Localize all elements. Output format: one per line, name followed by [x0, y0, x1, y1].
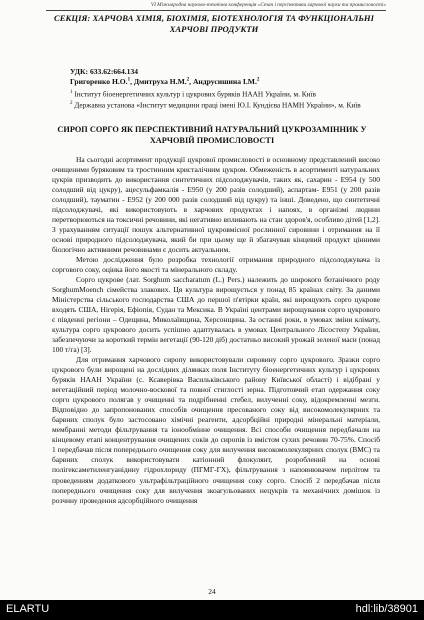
page-number: 24 [208, 587, 216, 596]
author-separator: , [130, 77, 134, 86]
article-body [52, 155, 380, 506]
author-3: Андрусишина І.М. [192, 77, 257, 86]
udc-code: УДК: 633.62:664.134 [70, 67, 139, 76]
handle-link[interactable]: hdl:lib/38901 [355, 603, 418, 615]
author-1: Григоренко Н.О. [70, 77, 128, 86]
affiliations [70, 88, 390, 110]
author-2: Дмитруха Н.М. [133, 77, 187, 86]
paragraph: Для отримання харчового сиропу використовували сировину сорго цукрового. Зразки сорго цукрового були вирощені на дослідних ділянках поля Інституту біоенергетичних культур і цукрових буряків НААН України (с. Ксаверівка Васильківського району Київської області) і відібрані у вегетаційний період молочно-воскової та повної стиглості зерна. Підготовчий етап одержання соку сорго цукрового полягав у очищенні та подрібненні стебел, вилученні соку, відокремленні мезги. Відповідно до запропонованих способів очищення пресованого соку від високомолекулярних та барвних сполук було застосовано хімічні реагенти, адсорбційні природні мінеральні матеріали, мембранні методи фільтрування та іонообмінне очищення. Всі способи очищення передбачали на кінцевому етапі концентрування очищених соків до сиропів із вмістом сухих речовин 70-75%. Спосіб 1 передбачав після попереднього очищення соку для вилучення високомолекулярних сполук (ВМС) та барвних сполук використовувати катіонний флокулянт, розроблений на основі полігексаметиленгуанідину гідрохлориду (ПГМГ-ГХ), фільтрування з наповнювачем перлітом та проведенням додаткового ультрафільтраційного очищення соку сорго. Спосіб 2 передбачав після попереднього очищення соку для вилучення зкоагульованих нецукрів та механічних домішок із розчину проведення адсорбційного очищення [52, 355, 380, 505]
repository-footer-bar [0, 600, 424, 620]
author-3-sup: 2 [256, 77, 260, 83]
section-heading: СЕКЦІЯ: ХАРЧОВА ХІМІЯ, БІОХІМІЯ, БІОТЕХНОЛОГІЯ ТА ФУНКЦІОНАЛЬНІ ХАРЧОВІ ПРОДУКТИ [53, 13, 375, 34]
affiliation-1 [70, 88, 390, 99]
affiliation-2-sup: 2 [70, 101, 73, 107]
affiliation-1-sup: 1 [70, 90, 73, 95]
paragraph: На сьогодні асортимент продукції цукрової промисловості в основному представлений високо очищеними буряковим та тростинним кристалічним цукром. Обмеженість в асортименті натуральних цукрів призводить до використання синтетичних підсолоджувачів, таких як, сахарин - Е954 (у 500 солодший від цукру), ацесульфамкалія - Е950 (у 200 разів солодший), аспартам- Е951 (у 200 разів солодший), тауматин - Е952 (у 200 000 разів солодший від цукру) та інші. Доведено, що синтетичні підсолоджувачі, які використовують в харчових продуктах і напоях, в організмі людини перетворюються на токсичні речовини, які негативно впливають на стан здоров'я, особливо дітей [1,2]. З урахуванням ситуації пошук альтернативної цукровмісної рослинної сировини і отримання на її основі природного підсолоджувача, який би при цьому ще й збагачував кінцевий продукт цінними біологічно активними речовинами є досить актуальним. [52, 155, 380, 255]
affiliation-2 [70, 99, 390, 110]
paragraph: Сорго цукрове (лат. Sorghum saccharatum (L.) Pers.) належить до широкого ботанічного роду SorghumMoench сімейства злакових. Ця культура вирощується у понад 85 країнах світу. За даними Міністерства сільського господарства США до першої п'ятірки країн, які вирощують сорго цукрове входять США, Нігерія, Ефіопія, Судан та Мексика. В Україні центрами вирощування сорго цукрового є південні регіони – Одещина, Миколаївщина, Херсонщина. За останні роки, в умовах зміни клімату, культура сорго цукрового досить успішно адаптувалась в умовах Центрального Лісостепу України, забезпечуючи за короткий термін вегетації (90-120 діб) достатньо високий урожай зеленої маси (понад 100 т/га) [3]. [52, 275, 380, 355]
authors-line [70, 77, 259, 86]
author-1-sup: 1 [127, 77, 131, 83]
repository-name: ELARTU [6, 603, 50, 615]
conference-header: VI Міжнародна науково-технічна конференція «Стан і перспективи харчової науки та промисловості» [46, 2, 386, 11]
affiliation-2-text: Державна установа «Інститут медицини праці імені Ю.І. Кундієва НАМН України», м. Київ [72, 100, 361, 110]
affiliation-1-text: Інститут біоенергетичних культур і цукрових буряків НААН України, м. Київ [72, 89, 316, 99]
paragraph: Метою дослідження було розробка технології отримання природного підсолоджувача із соргового соку, оцінка його якості та мінерального складу. [52, 255, 380, 275]
author-separator: , [189, 77, 193, 86]
article-title: СИРОП СОРГО ЯК ПЕРСПЕКТИВНИЙ НАТУРАЛЬНИЙ ЦУКРОЗАМІННИК У ХАРЧОВІЙ ПРОМИСЛОВОСТІ [57, 125, 367, 145]
author-2-sup: 2 [186, 77, 190, 83]
